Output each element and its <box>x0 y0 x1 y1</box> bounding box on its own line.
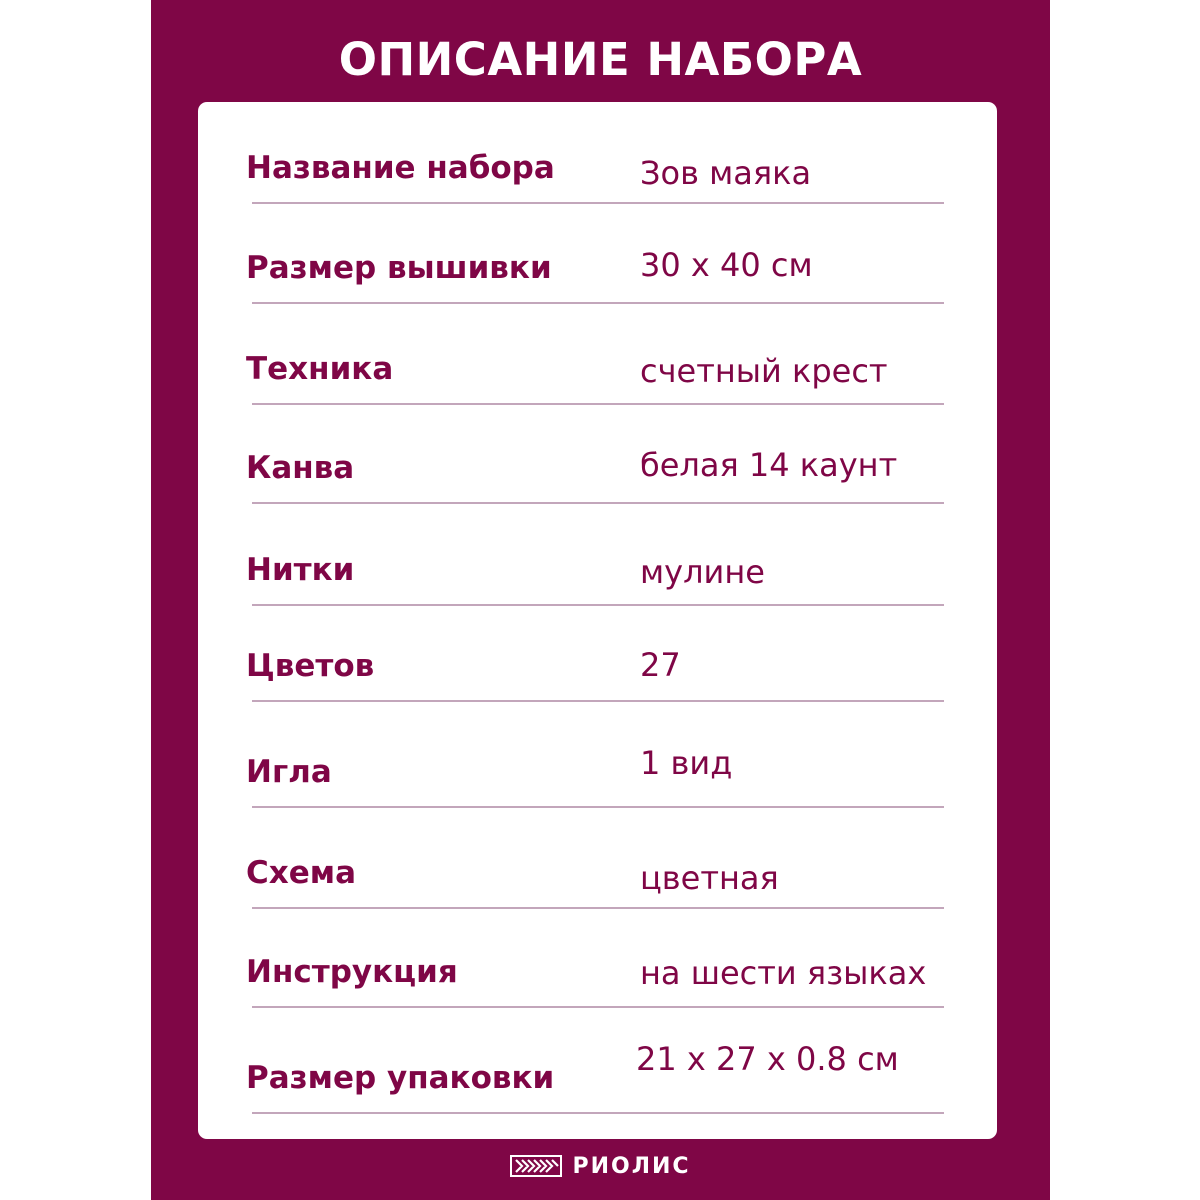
spec-row-package-size <box>198 1014 997 1114</box>
spec-label: Техника <box>246 351 394 387</box>
spec-value: 21 х 27 х 0.8 см <box>636 1040 899 1078</box>
page-title: ОПИСАНИЕ НАБОРА <box>338 33 863 86</box>
spec-value: Зов маяка <box>640 154 812 192</box>
brand-name: РИОЛИС <box>572 1153 691 1179</box>
spec-label: Размер вышивки <box>246 250 552 286</box>
spec-label: Схема <box>246 855 357 891</box>
spec-value: белая 14 каунт <box>640 446 898 484</box>
spec-label: Нитки <box>246 552 355 588</box>
spec-row-embroidery-size <box>198 204 997 304</box>
spec-row-needle <box>198 708 997 808</box>
brand-footer <box>151 1150 1050 1182</box>
spec-label: Цветов <box>246 648 375 684</box>
spec-row-instructions <box>198 908 997 1008</box>
spec-row-canvas <box>198 404 997 504</box>
spec-row-technique <box>198 305 997 405</box>
spec-value: 1 вид <box>640 744 733 782</box>
spec-value: 27 <box>640 646 681 684</box>
spec-row-kit-name <box>198 104 997 204</box>
row-divider <box>252 1006 944 1008</box>
background-panel <box>151 0 1050 1200</box>
spec-label: Инструкция <box>246 954 458 990</box>
spec-row-colors <box>198 602 997 702</box>
spec-label: Канва <box>246 450 355 486</box>
spec-value: мулине <box>640 553 765 591</box>
spec-value: счетный крест <box>640 352 888 390</box>
spec-value: на шести языках <box>640 954 927 992</box>
spec-row-chart <box>198 809 997 909</box>
spec-card <box>198 102 997 1139</box>
row-divider <box>252 302 944 304</box>
spec-value: 30 х 40 см <box>640 246 813 284</box>
row-divider <box>252 806 944 808</box>
spec-label: Игла <box>246 754 332 790</box>
row-divider <box>252 502 944 504</box>
spec-label: Название набора <box>246 150 555 186</box>
row-divider <box>252 700 944 702</box>
row-divider <box>252 1112 944 1114</box>
spec-label: Размер упаковки <box>246 1060 555 1096</box>
spec-value: цветная <box>640 859 779 897</box>
riolis-logo-icon <box>510 1155 562 1177</box>
spec-row-threads <box>198 506 997 606</box>
